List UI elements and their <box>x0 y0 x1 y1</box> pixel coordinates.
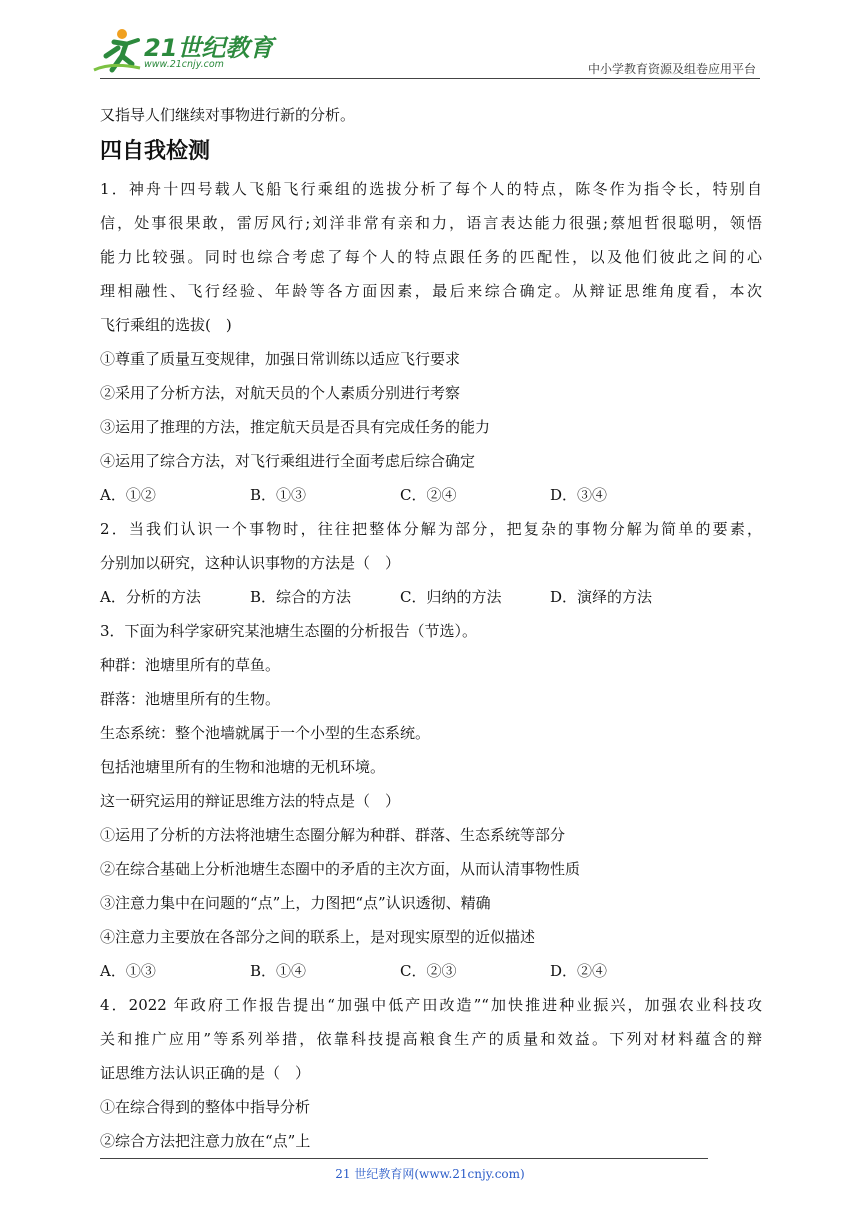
option-d[interactable]: D．演绎的方法 <box>550 588 653 606</box>
statement-item: ②综合方法把注意力放在“点”上 <box>100 1132 311 1150</box>
question-text-line: 飞行乘组的选拔( ) <box>100 316 232 334</box>
document-body <box>100 98 762 1158</box>
statement-item: ②采用了分析方法，对航天员的个人素质分别进行考察 <box>100 384 461 402</box>
statement-item: ③运用了推理的方法，推定航天员是否具有完成任务的能力 <box>100 418 491 436</box>
question-text-line: 4．2022 年政府工作报告提出“加强中低产田改造”“加快推进种业振兴，加强农业科技攻 <box>100 996 762 1014</box>
answer-options <box>100 580 762 614</box>
option-d[interactable]: D．②④ <box>550 962 608 980</box>
question-text-line: 种群：池塘里所有的草鱼。 <box>100 656 281 674</box>
question-text-line: 分别加以研究，这种认识事物的方法是（ ） <box>100 554 401 572</box>
statement-item: ①尊重了质量互变规律，加强日常训练以适应飞行要求 <box>100 350 461 368</box>
question-text-line: 能力比较强。同时也综合考虑了每个人的特点跟任务的匹配性，以及他们彼此之间的心 <box>100 248 762 266</box>
intro-line: 又指导人们继续对事物进行新的分析。 <box>100 106 356 124</box>
question-text-line: 3．下面为科学家研究某池塘生态圈的分析报告（节选）。 <box>100 622 478 640</box>
question-2 <box>100 512 762 614</box>
question-text-line: 包括池塘里所有的生物和池塘的无机环境。 <box>100 758 386 776</box>
runner-logo-icon <box>92 26 142 74</box>
question-text-line: 证思维方法认识正确的是（ ） <box>100 1064 311 1082</box>
option-a[interactable]: A．分析的方法 <box>100 588 201 606</box>
option-c[interactable]: C．②③ <box>400 962 457 980</box>
question-text-line: 关和推广应用”等系列举措，依靠科技提高粮食生产的质量和效益。下列对材料蕴含的辩 <box>100 1030 762 1048</box>
question-1 <box>100 172 762 512</box>
question-text-line: 理相融性、飞行经验、年龄等各方面因素，最后来综合确定。从辩证思维角度看，本次 <box>100 282 762 300</box>
site-logo[interactable] <box>92 26 274 78</box>
statement-item: ④运用了综合方法，对飞行乘组进行全面考虑后综合确定 <box>100 452 476 470</box>
statement-item: ①在综合得到的整体中指导分析 <box>100 1098 311 1116</box>
section-title: 四自我检测 <box>100 139 211 164</box>
page-header <box>0 0 860 80</box>
option-b[interactable]: B．综合的方法 <box>250 588 352 606</box>
option-b[interactable]: B．①④ <box>250 962 307 980</box>
footer-divider <box>100 1158 708 1159</box>
statement-item: ②在综合基础上分析池塘生态圈中的矛盾的主次方面，从而认清事物性质 <box>100 860 581 878</box>
logo-text: 21世纪教育 <box>144 34 274 62</box>
question-3 <box>100 614 762 988</box>
header-platform-label: 中小学教育资源及组卷应用平台 <box>587 62 756 76</box>
question-text-line: 1．神舟十四号载人飞船飞行乘组的选拔分析了每个人的特点，陈冬作为指令长，特别自 <box>100 180 762 198</box>
option-c[interactable]: C．②④ <box>400 486 457 504</box>
logo-url: www.21cnjy.com <box>144 59 224 70</box>
question-4 <box>100 988 762 1158</box>
question-text-line: 群落：池塘里所有的生物。 <box>100 690 281 708</box>
statement-item: ④注意力主要放在各部分之间的联系上，是对现实原型的近似描述 <box>100 928 536 946</box>
question-text-line: 生态系统：整个池墙就属于一个小型的生态系统。 <box>100 724 431 742</box>
option-b[interactable]: B．①③ <box>250 486 307 504</box>
statement-item: ①运用了分析的方法将池塘生态圈分解为种群、群落、生态系统等部分 <box>100 826 566 844</box>
option-a[interactable]: A．①② <box>100 486 156 504</box>
header-divider <box>100 78 760 79</box>
footer-link[interactable]: 21 世纪教育网(www.21cnjy.com) <box>335 1167 525 1181</box>
answer-options <box>100 954 762 988</box>
answer-options <box>100 478 762 512</box>
option-a[interactable]: A．①③ <box>100 962 156 980</box>
option-d[interactable]: D．③④ <box>550 486 608 504</box>
question-text-line: 信，处事很果敢，雷厉风行;刘洋非常有亲和力，语言表达能力很强;蔡旭哲很聪明，领悟 <box>100 214 762 232</box>
question-text-line: 这一研究运用的辩证思维方法的特点是（ ） <box>100 792 401 810</box>
option-c[interactable]: C．归纳的方法 <box>400 588 502 606</box>
question-text-line: 2．当我们认识一个事物时，往往把整体分解为部分，把复杂的事物分解为简单的要素， <box>100 520 762 538</box>
statement-item: ③注意力集中在问题的“点”上，力图把“点”认识透彻、精确 <box>100 894 491 912</box>
